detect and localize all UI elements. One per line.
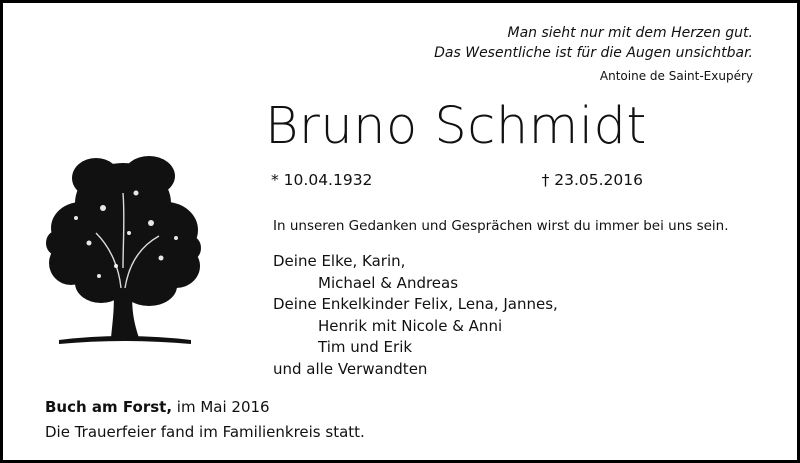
tree-illustration-icon [41,148,206,348]
deceased-name: Bruno Schmidt [265,97,647,156]
family-line: Deine Elke, Karin, [273,252,406,270]
memory-text: In unseren Gedanken und Gesprächen wirst du immer bei uns sein. [273,218,729,234]
family-list [273,251,558,380]
place-date [45,398,270,416]
family-line: Henrik mit Nicole & Anni [318,316,503,335]
family-line: und alle Verwandten [273,359,428,378]
family-line: Tim und Erik [318,338,413,356]
birth-date: * 10.04.1932 [271,171,373,189]
death-date: † 23.05.2016 [541,171,643,189]
ceremony-note: Die Trauerfeier fand im Familienkreis statt. [45,423,365,441]
place-name: Buch am Forst, [45,398,173,416]
life-dates [271,171,643,195]
quote-line-2: Das Wesentliche ist für die Augen unsichtbar. [434,45,753,61]
quote-line-1: Man sieht nur mit dem Herzen gut. [507,25,753,41]
month-year: im Mai 2016 [172,398,270,416]
quote [434,23,753,63]
family-line: Michael & Andreas [318,273,459,292]
family-line: Deine Enkelkinder Felix, Lena, Jannes, [273,295,558,313]
quote-author: Antoine de Saint-Exupéry [599,69,753,83]
